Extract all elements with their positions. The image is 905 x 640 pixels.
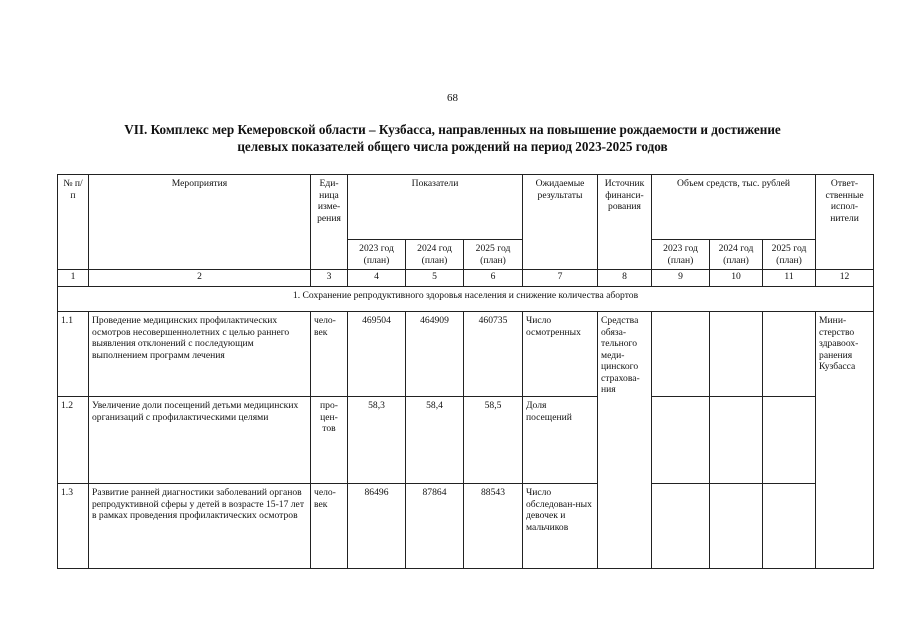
row-funds-2025 [763, 397, 816, 484]
header-responsible: Ответ-ственные испол-нители [816, 175, 874, 270]
header-measures: Мероприятия [89, 175, 311, 270]
header-funds-2025: 2025 год (план) [763, 240, 816, 270]
col-number: 11 [763, 270, 816, 287]
measures-table [57, 174, 874, 569]
header-indicator-2023: 2023 год (план) [348, 240, 406, 270]
header-unit: Еди-ница изме-рения [311, 175, 348, 270]
title-line-2: целевых показателей общего числа рождений на период 2023-2025 годов [237, 139, 668, 154]
row-num: 1.3 [58, 484, 89, 569]
row-num: 1.1 [58, 312, 89, 397]
row-expected: Число осмотренных [523, 312, 598, 397]
col-number: 12 [816, 270, 874, 287]
table-row [58, 484, 874, 569]
row-value-2023: 86496 [348, 484, 406, 569]
row-unit: чело-век [311, 484, 348, 569]
row-funds-2024 [710, 484, 763, 569]
row-unit: про-цен-тов [311, 397, 348, 484]
row-measure: Проведение медицинских профилактических осмотров несовершеннолетних с целью раннего выявления отклонений с последующим выполнением программ лечения [89, 312, 311, 397]
table-row [58, 397, 874, 484]
row-value-2023: 469504 [348, 312, 406, 397]
row-value-2025: 88543 [464, 484, 523, 569]
col-number: 10 [710, 270, 763, 287]
header-indicator-2024: 2024 год (план) [406, 240, 464, 270]
col-number: 4 [348, 270, 406, 287]
col-number: 1 [58, 270, 89, 287]
row-measure: Развитие ранней диагностики заболеваний органов репродуктивной сферы у детей в возрасте 15-17 лет в рамках проведения профилактических осмотров [89, 484, 311, 569]
responsible-cell: Мини-стерство здравоох-ранения Кузбасса [816, 312, 874, 569]
page-number: 68 [447, 92, 458, 104]
col-number: 3 [311, 270, 348, 287]
row-value-2024: 87864 [406, 484, 464, 569]
row-value-2024: 58,4 [406, 397, 464, 484]
header-expected: Ожидаемые результаты [523, 175, 598, 270]
header-source: Источник финанси-рования [598, 175, 652, 270]
row-value-2025: 460735 [464, 312, 523, 397]
col-number: 8 [598, 270, 652, 287]
header-funds: Объем средств, тыс. рублей [652, 175, 816, 240]
col-number: 5 [406, 270, 464, 287]
row-measure: Увеличение доли посещений детьми медицинских организаций с профилактическими целями [89, 397, 311, 484]
col-number: 2 [89, 270, 311, 287]
section-title: 1. Сохранение репродуктивного здоровья населения и снижение количества абортов [58, 287, 874, 312]
row-unit: чело-век [311, 312, 348, 397]
row-expected: Число обследован-ных девочек и мальчиков [523, 484, 598, 569]
header-funds-2023: 2023 год (план) [652, 240, 710, 270]
document-title [60, 121, 845, 155]
row-value-2023: 58,3 [348, 397, 406, 484]
column-numbers-row [58, 270, 874, 287]
row-funds-2023 [652, 397, 710, 484]
row-funds-2025 [763, 484, 816, 569]
table-row [58, 312, 874, 397]
row-expected: Доля посещений [523, 397, 598, 484]
row-num: 1.2 [58, 397, 89, 484]
row-funds-2024 [710, 397, 763, 484]
row-funds-2025 [763, 312, 816, 397]
row-funds-2023 [652, 484, 710, 569]
col-number: 7 [523, 270, 598, 287]
header-funds-2024: 2024 год (план) [710, 240, 763, 270]
row-value-2024: 464909 [406, 312, 464, 397]
header-indicators: Показатели [348, 175, 523, 240]
row-value-2025: 58,5 [464, 397, 523, 484]
header-num: № п/п [58, 175, 89, 270]
col-number: 9 [652, 270, 710, 287]
source-cell: Средства обяза-тельного меди-цинского страхова-ния [598, 312, 652, 569]
title-line-1: VII. Комплекс мер Кемеровской области – Кузбасса, направленных на повышение рождаемости и достижение [124, 122, 781, 137]
row-funds-2023 [652, 312, 710, 397]
col-number: 6 [464, 270, 523, 287]
header-indicator-2025: 2025 год (план) [464, 240, 523, 270]
row-funds-2024 [710, 312, 763, 397]
